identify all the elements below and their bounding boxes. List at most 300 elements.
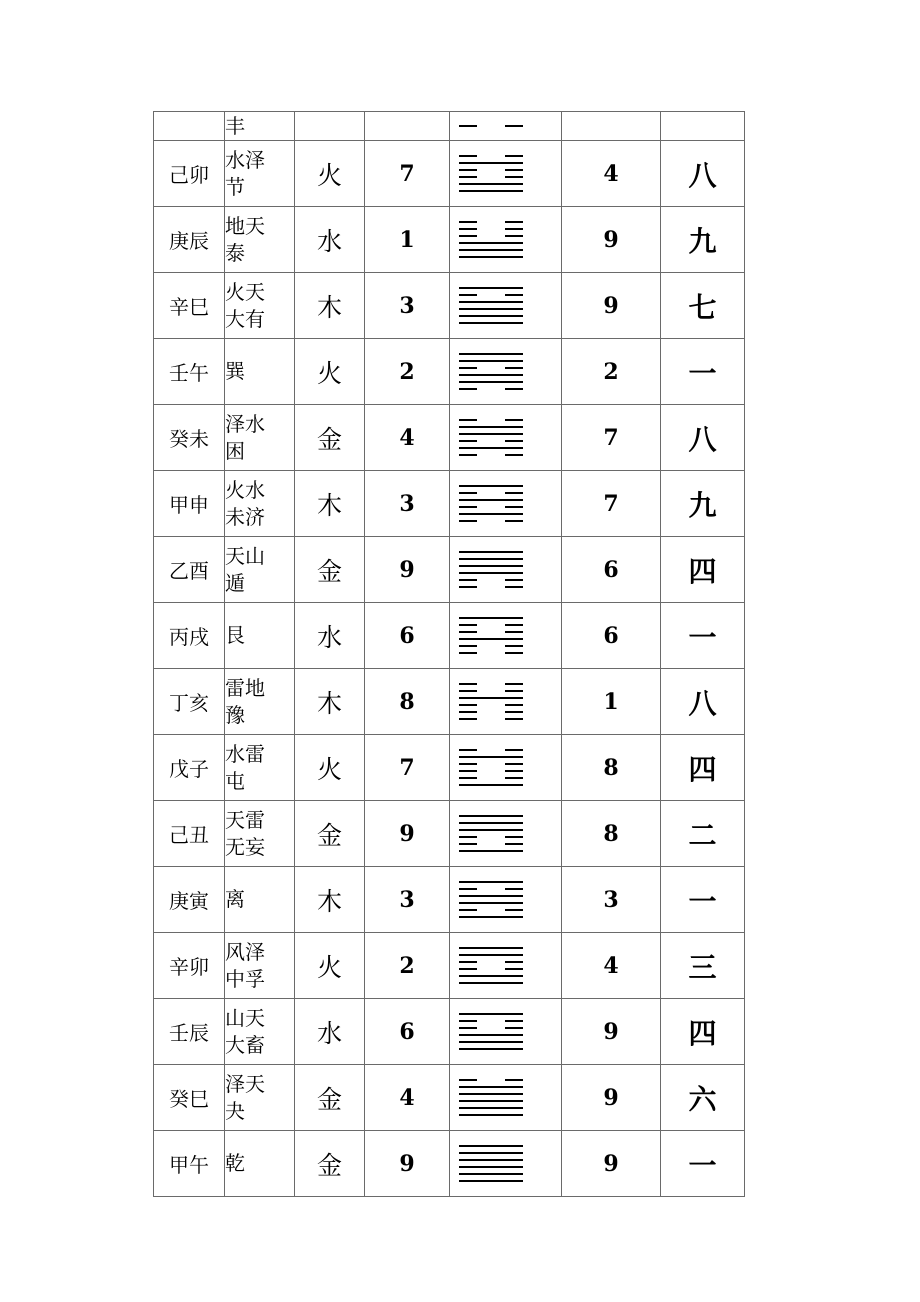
element: 金: [316, 1150, 342, 1180]
hexagram-symbol-cell: [450, 141, 562, 207]
yang-line: [459, 360, 523, 362]
element: 木: [316, 688, 342, 718]
ganzhi: 庚辰: [169, 229, 209, 253]
second-number-cell: [562, 207, 661, 273]
yin-line: [459, 367, 523, 369]
yang-line: [459, 954, 523, 956]
element: 木: [316, 490, 342, 520]
yin-line: [459, 579, 523, 581]
second-number: 4: [603, 160, 619, 187]
yin-line: [459, 777, 523, 779]
element: 火: [316, 754, 342, 784]
yin-line: [459, 704, 523, 706]
hexagram-symbol: [459, 1013, 523, 1050]
yang-line: [459, 249, 523, 251]
ganzhi: 癸巳: [169, 1087, 209, 1111]
hexagram-symbol: [459, 419, 523, 456]
number-cell: [365, 141, 450, 207]
table-row: [154, 537, 745, 603]
element: 火: [316, 160, 342, 190]
hexagram-name-cell: [225, 207, 295, 273]
second-number-cell: [562, 405, 661, 471]
yang-line: [459, 572, 523, 574]
second-number: 9: [603, 226, 619, 253]
hexagram-symbol-cell: [450, 207, 562, 273]
yin-line: [459, 718, 523, 720]
number: 2: [399, 952, 415, 979]
element-cell: [295, 405, 365, 471]
table-row: [154, 603, 745, 669]
hexagram-symbol-cell: [450, 112, 562, 141]
ganzhi-cell: [154, 405, 225, 471]
yang-line: [459, 975, 523, 977]
yin-line: [459, 909, 523, 911]
element: 金: [316, 820, 342, 850]
hexagram-name-line-1: 艮: [225, 623, 245, 647]
second-number-cell: [562, 735, 661, 801]
yin-line: [459, 454, 523, 456]
chinese-numeral: 八: [688, 686, 717, 720]
hexagram-name-line-2: 豫: [225, 702, 245, 727]
ganzhi: 壬辰: [169, 1021, 209, 1045]
table-row: [154, 933, 745, 999]
yang-line: [459, 381, 523, 383]
chinese-numeral-cell: [661, 112, 745, 141]
hexagram-name-line-1: 泽天: [225, 1071, 265, 1096]
yang-line: [459, 815, 523, 817]
chinese-numeral-cell: [661, 471, 745, 537]
second-number-cell: [562, 471, 661, 537]
table-row: [154, 801, 745, 867]
number-cell: [365, 801, 450, 867]
table-row: [154, 999, 745, 1065]
hexagram-name-line-2: 泰: [225, 240, 245, 265]
yang-line: [459, 183, 523, 185]
yang-line: [459, 162, 523, 164]
yang-line: [459, 1152, 523, 1154]
number: 3: [399, 886, 415, 913]
hexagram-name-cell: [225, 867, 295, 933]
element-cell: [295, 1131, 365, 1197]
element-cell: [295, 801, 365, 867]
second-number: 7: [603, 424, 619, 451]
number: 9: [399, 1150, 415, 1177]
ganzhi-cell: [154, 669, 225, 735]
yin-line: [459, 169, 523, 171]
chinese-numeral-cell: [661, 1131, 745, 1197]
number-cell: [365, 933, 450, 999]
element: 金: [316, 556, 342, 586]
yang-line: [459, 902, 523, 904]
second-number-cell: [562, 603, 661, 669]
chinese-numeral: 一: [688, 356, 717, 390]
hexagram-symbol: [459, 221, 523, 258]
yin-line: [459, 440, 523, 442]
yang-line: [459, 1041, 523, 1043]
ganzhi-cell: [154, 339, 225, 405]
number-cell: [365, 999, 450, 1065]
hexagram-name-line-1: 火天: [225, 279, 265, 304]
second-number-cell: [562, 1131, 661, 1197]
chinese-numeral: 七: [688, 290, 717, 324]
table-row: [154, 1065, 745, 1131]
yang-line: [459, 1100, 523, 1102]
yang-line: [459, 1166, 523, 1168]
hexagram-name-line-1: 水泽: [225, 147, 265, 172]
ganzhi: 己卯: [169, 163, 209, 187]
ganzhi-cell: [154, 867, 225, 933]
yang-line: [459, 829, 523, 831]
hexagram-name-line-1: 乾: [225, 1151, 245, 1175]
hexagram-symbol: [459, 881, 523, 918]
hexagram-symbol-cell: [450, 471, 562, 537]
hexagram-name-cell: [225, 603, 295, 669]
ganzhi: 丁亥: [169, 691, 209, 715]
table-row: [154, 273, 745, 339]
yin-line: [459, 294, 523, 296]
element-cell: [295, 735, 365, 801]
hexagram-symbol: [459, 1079, 523, 1116]
yang-line: [459, 1180, 523, 1182]
hexagram-symbol-cell: [450, 735, 562, 801]
second-number-cell: [562, 801, 661, 867]
chinese-numeral-cell: [661, 273, 745, 339]
element-cell: [295, 603, 365, 669]
chinese-numeral: 九: [688, 488, 717, 522]
yang-line: [459, 822, 523, 824]
hexagram-symbol-cell: [450, 603, 562, 669]
chinese-numeral-cell: [661, 669, 745, 735]
ganzhi-cell: [154, 735, 225, 801]
yang-line: [459, 256, 523, 258]
yang-line: [459, 1093, 523, 1095]
hexagram-name-line-2: 屯: [225, 768, 245, 793]
hexagram-name-line-2: 大有: [225, 306, 265, 331]
yang-line: [459, 308, 523, 310]
hexagram-symbol-cell: [450, 867, 562, 933]
yin-line: [459, 683, 523, 685]
hexagram-symbol-cell: [450, 669, 562, 735]
hexagram-name-line-2: 未济: [225, 504, 265, 529]
number: 9: [399, 556, 415, 583]
hexagram-name-line-1: 地天: [225, 213, 265, 238]
number: 2: [399, 358, 415, 385]
table-row: [154, 471, 745, 537]
yin-line: [459, 155, 523, 157]
chinese-numeral-cell: [661, 1065, 745, 1131]
yin-line: [459, 836, 523, 838]
hexagram-symbol-cell: [450, 1131, 562, 1197]
chinese-numeral-cell: [661, 999, 745, 1065]
yang-line: [459, 353, 523, 355]
number: 7: [399, 754, 415, 781]
second-number: 6: [603, 622, 619, 649]
element-cell: [295, 339, 365, 405]
chinese-numeral-cell: [661, 537, 745, 603]
hexagram-name-line-1: 水雷: [225, 741, 265, 766]
yang-line: [459, 513, 523, 515]
hexagram-name-line-1: 山天: [225, 1005, 265, 1030]
element-cell: [295, 471, 365, 537]
element-cell: [295, 207, 365, 273]
yin-line: [459, 492, 523, 494]
yin-line: [459, 221, 523, 223]
chinese-numeral: 四: [688, 752, 717, 786]
yang-line: [459, 301, 523, 303]
yang-line: [459, 617, 523, 619]
yang-line: [459, 565, 523, 567]
yang-line: [459, 1048, 523, 1050]
yang-line: [459, 322, 523, 324]
second-number: 7: [603, 490, 619, 517]
hexagram-name-cell: [225, 735, 295, 801]
ganzhi: 辛卯: [169, 955, 209, 979]
ganzhi: 戊子: [169, 757, 209, 781]
yang-line: [459, 916, 523, 918]
yang-line: [459, 1114, 523, 1116]
yin-line: [459, 586, 523, 588]
hexagram-name-line-1: 雷地: [225, 675, 265, 700]
hexagram-name-line-2: 遁: [225, 570, 245, 595]
second-number: 9: [603, 1018, 619, 1045]
second-number-cell: [562, 669, 661, 735]
second-number: 8: [603, 820, 619, 847]
second-number: 9: [603, 1084, 619, 1111]
ganzhi-cell: [154, 471, 225, 537]
yin-line: [459, 749, 523, 751]
yin-line: [459, 763, 523, 765]
hexagram-name-cell: [225, 405, 295, 471]
hexagram-symbol: [459, 155, 523, 192]
number: 3: [399, 490, 415, 517]
hexagram-name-line-2: 困: [225, 438, 245, 463]
table-row: [154, 1131, 745, 1197]
yin-line: [459, 645, 523, 647]
hexagram-name-line-1: 火水: [225, 477, 265, 502]
element: 水: [316, 622, 342, 652]
yang-line: [459, 433, 523, 435]
element-cell: [295, 537, 365, 603]
chinese-numeral-cell: [661, 933, 745, 999]
yin-line: [459, 176, 523, 178]
number-cell: [365, 1131, 450, 1197]
yin-line: [459, 961, 523, 963]
hexagram-table: [153, 111, 745, 1197]
number: 9: [399, 820, 415, 847]
number: 8: [399, 688, 415, 715]
hexagram-name-cell: [225, 1065, 295, 1131]
second-number: 2: [603, 358, 619, 385]
yang-line: [459, 374, 523, 376]
yang-line: [459, 287, 523, 289]
second-number-cell: [562, 867, 661, 933]
ganzhi: 庚寅: [169, 889, 209, 913]
yin-line: [459, 520, 523, 522]
yang-line: [459, 558, 523, 560]
hexagram-name-line-1: 巽: [225, 359, 245, 383]
yang-line: [459, 1086, 523, 1088]
table-row: [154, 141, 745, 207]
ganzhi-cell: [154, 933, 225, 999]
element: 金: [316, 424, 342, 454]
hexagram-name-line-1: 天山: [225, 543, 265, 568]
yang-line: [459, 895, 523, 897]
yang-line: [459, 1159, 523, 1161]
element-cell: [295, 999, 365, 1065]
number-cell: [365, 867, 450, 933]
hexagram-name: 丰: [225, 114, 245, 138]
yin-line: [459, 652, 523, 654]
hexagram-symbol: [459, 815, 523, 852]
second-number: 9: [603, 1150, 619, 1177]
yang-line: [459, 756, 523, 758]
hexagram-name-cell: [225, 933, 295, 999]
number: 6: [399, 1018, 415, 1045]
element: 木: [316, 886, 342, 916]
second-number-cell: [562, 999, 661, 1065]
yang-line: [459, 426, 523, 428]
second-number: 9: [603, 292, 619, 319]
number: 4: [399, 424, 415, 451]
yang-line: [459, 551, 523, 553]
hexagram-symbol: [459, 947, 523, 984]
hexagram-symbol: [459, 617, 523, 654]
chinese-numeral-cell: [661, 801, 745, 867]
yang-line: [459, 499, 523, 501]
second-number-cell: [562, 537, 661, 603]
yin-line: [459, 711, 523, 713]
chinese-numeral: 八: [688, 158, 717, 192]
table-row: [154, 339, 745, 405]
ganzhi-cell: [154, 801, 225, 867]
hexagram-name-cell: [225, 1131, 295, 1197]
yin-line: [459, 968, 523, 970]
yin-line: [459, 624, 523, 626]
yang-line: [459, 1173, 523, 1175]
chinese-numeral: 一: [688, 620, 717, 654]
second-number-cell: [562, 933, 661, 999]
element: 金: [316, 1084, 342, 1114]
number-cell: [365, 471, 450, 537]
ganzhi-cell: [154, 112, 225, 141]
second-number-cell: [562, 112, 661, 141]
chinese-numeral: 九: [688, 224, 717, 258]
hexagram-name-line-1: 风泽: [225, 939, 265, 964]
yin-line: [459, 228, 523, 230]
chinese-numeral-cell: [661, 141, 745, 207]
yang-line: [459, 638, 523, 640]
chinese-numeral-cell: [661, 207, 745, 273]
hexagram-symbol-cell: [450, 933, 562, 999]
number: 1: [399, 226, 415, 253]
yang-line: [459, 315, 523, 317]
ganzhi-cell: [154, 273, 225, 339]
number-cell: [365, 537, 450, 603]
number-cell: [365, 112, 450, 141]
table-row-partial: [154, 112, 745, 141]
yang-line: [459, 1107, 523, 1109]
hexagram-name-line-2: 夬: [225, 1098, 245, 1123]
number-cell: [365, 207, 450, 273]
element: 木: [316, 292, 342, 322]
element-cell: [295, 273, 365, 339]
number-cell: [365, 735, 450, 801]
chinese-numeral-cell: [661, 405, 745, 471]
number-cell: [365, 1065, 450, 1131]
element-cell: [295, 141, 365, 207]
second-number-cell: [562, 273, 661, 339]
ganzhi-cell: [154, 1131, 225, 1197]
chinese-numeral: 六: [688, 1082, 717, 1116]
element-cell: [295, 112, 365, 141]
second-number-cell: [562, 1065, 661, 1131]
hexagram-name-line-2: 中孚: [225, 966, 265, 991]
yin-line: [459, 419, 523, 421]
hexagram-name-line-2: 节: [225, 174, 245, 199]
yin-line: [459, 631, 523, 633]
number-cell: [365, 405, 450, 471]
ganzhi: 甲午: [169, 1153, 209, 1177]
element-cell: [295, 669, 365, 735]
hexagram-symbol: [459, 287, 523, 324]
yang-line: [459, 242, 523, 244]
hexagram-name-cell: [225, 801, 295, 867]
yin-line: [459, 770, 523, 772]
yang-line: [459, 881, 523, 883]
yang-line: [459, 1145, 523, 1147]
element-cell: [295, 933, 365, 999]
yin-line: [459, 506, 523, 508]
hexagram-symbol: [459, 683, 523, 720]
yang-line: [459, 447, 523, 449]
element-cell: [295, 1065, 365, 1131]
hexagram-name-line-1: 离: [225, 887, 245, 911]
hexagram-name-line-1: 泽水: [225, 411, 265, 436]
number-cell: [365, 273, 450, 339]
hexagram-name-cell: [225, 339, 295, 405]
ganzhi-cell: [154, 207, 225, 273]
ganzhi: 壬午: [169, 361, 209, 385]
table-row: [154, 669, 745, 735]
second-number: 8: [603, 754, 619, 781]
chinese-numeral-cell: [661, 339, 745, 405]
number: 4: [399, 1084, 415, 1111]
yin-line: [459, 235, 523, 237]
ganzhi: 乙酉: [169, 559, 209, 583]
yang-line: [459, 1013, 523, 1015]
number-cell: [365, 339, 450, 405]
hexagram-name-cell: [225, 273, 295, 339]
ganzhi-cell: [154, 1065, 225, 1131]
chinese-numeral: 四: [688, 554, 717, 588]
second-number-cell: [562, 141, 661, 207]
chinese-numeral-cell: [661, 603, 745, 669]
ganzhi: 己丑: [169, 823, 209, 847]
number: 7: [399, 160, 415, 187]
table-row: [154, 867, 745, 933]
hexagram-name-cell: [225, 537, 295, 603]
yang-line: [459, 697, 523, 699]
ganzhi: 丙戌: [169, 625, 209, 649]
second-number-cell: [562, 339, 661, 405]
hexagram-name-cell: [225, 669, 295, 735]
hexagram-symbol-cell: [450, 273, 562, 339]
yang-line: [459, 485, 523, 487]
number-cell: [365, 603, 450, 669]
ganzhi-cell: [154, 141, 225, 207]
yin-line: [459, 1079, 523, 1081]
table-row: [154, 207, 745, 273]
